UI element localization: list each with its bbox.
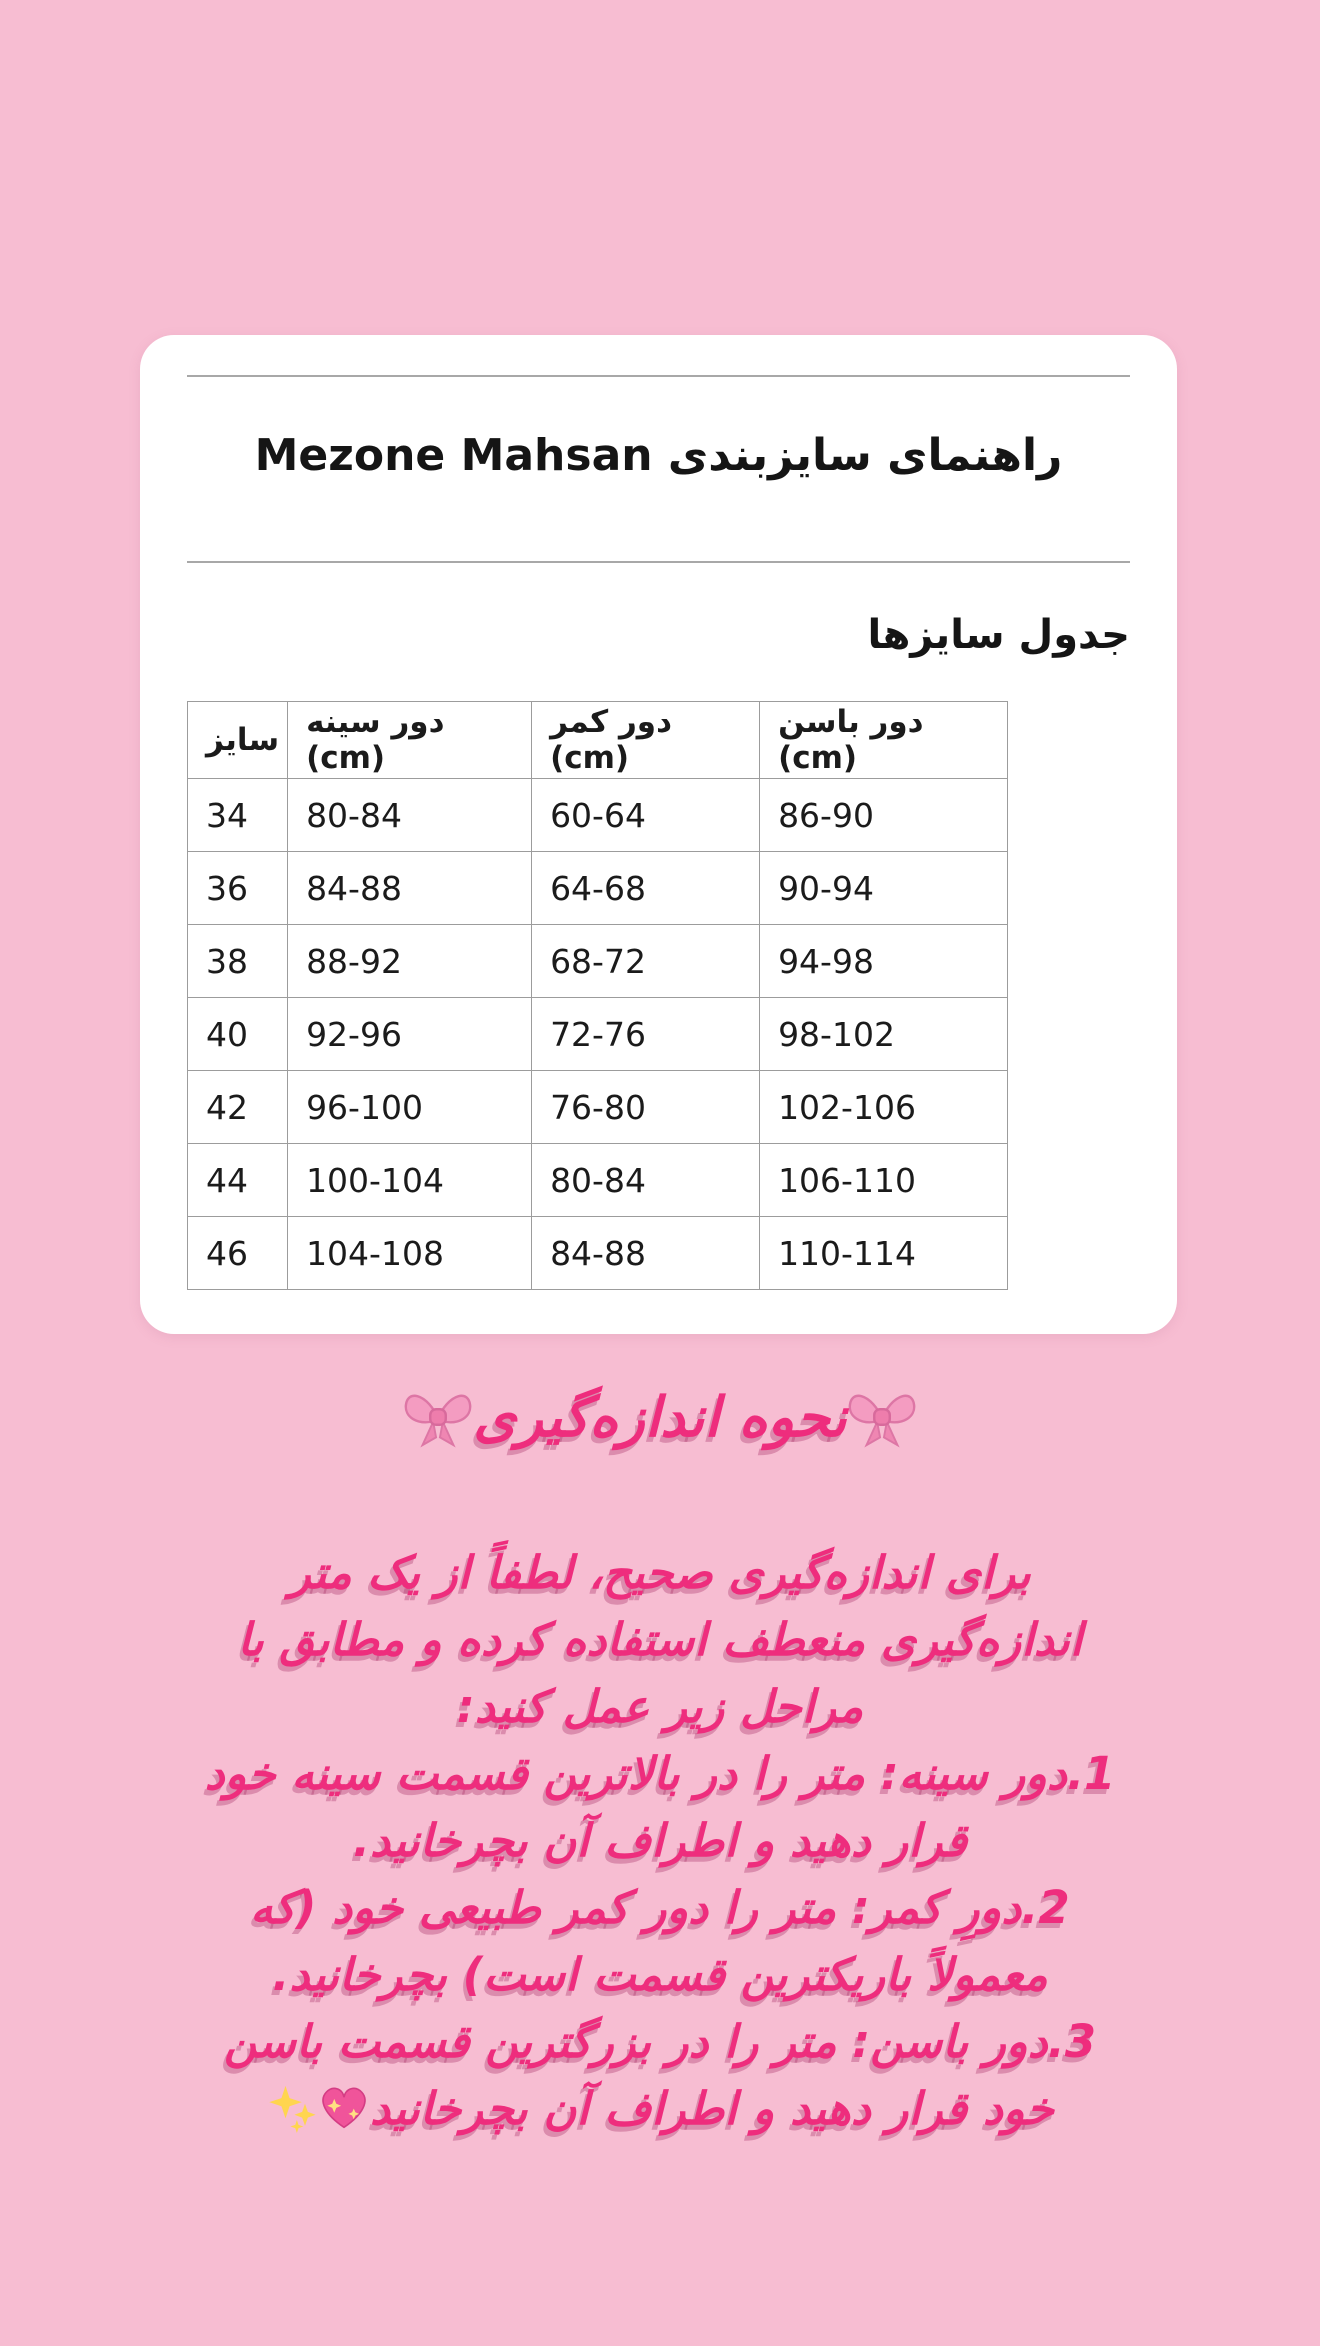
sparkling-heart-icon — [318, 2075, 370, 2142]
table-cell: 40 — [188, 998, 288, 1071]
instruction-text: 3.دور باسن: متر را در بزرگترین قسمت باسن — [223, 2015, 1097, 2068]
table-cell: 98-102 — [760, 998, 1008, 1071]
sparkles-icon — [266, 2075, 318, 2142]
instruction-line-8 — [60, 2008, 1260, 2075]
table-cell: 92-96 — [288, 998, 532, 1071]
instruction-text: اندازه‌گیری منعطف استفاده کرده و مطابق با — [237, 1613, 1083, 1666]
table-cell: 38 — [188, 925, 288, 998]
table-cell: 76-80 — [532, 1071, 760, 1144]
table-row — [188, 779, 1008, 852]
table-cell: 80-84 — [288, 779, 532, 852]
table-cell: 42 — [188, 1071, 288, 1144]
table-cell: 110-114 — [760, 1217, 1008, 1290]
instruction-line-3 — [60, 1673, 1260, 1740]
instruction-text: برای اندازه‌گیری صحیح، لطفاً از یک متر — [289, 1546, 1031, 1599]
table-cell: 84-88 — [532, 1217, 760, 1290]
instruction-line-7 — [60, 1941, 1260, 2008]
instruction-line-6 — [60, 1874, 1260, 1941]
table-cell: 94-98 — [760, 925, 1008, 998]
table-cell: 86-90 — [760, 779, 1008, 852]
column-header-1: دور سینه (cm) — [288, 702, 532, 779]
table-cell: 36 — [188, 852, 288, 925]
table-cell: 100-104 — [288, 1144, 532, 1217]
instruction-text: معمولاً باریکترین قسمت است) بچرخانید. — [272, 1948, 1048, 2001]
ribbon-bow-icon — [403, 1385, 473, 1449]
instruction-line-4 — [60, 1740, 1260, 1807]
table-row — [188, 1144, 1008, 1217]
measurement-guide-heading — [0, 1384, 1320, 1450]
column-header-0: سایز — [188, 702, 288, 779]
table-cell: 44 — [188, 1144, 288, 1217]
card-title: راهنمای سایزبندی Mezone Mahsan — [254, 430, 1063, 481]
size-table — [187, 701, 1008, 1290]
size-table-header-row — [188, 702, 1008, 779]
table-cell: 64-68 — [532, 852, 760, 925]
instruction-text: 2.دورِ کمر: متر را دور کمر طبیعی خود (که — [250, 1881, 1070, 1934]
table-cell: 96-100 — [288, 1071, 532, 1144]
table-cell: 90-94 — [760, 852, 1008, 925]
instruction-line-5 — [60, 1807, 1260, 1874]
table-cell: 68-72 — [532, 925, 760, 998]
table-row — [188, 925, 1008, 998]
size-guide-card — [140, 335, 1177, 1334]
column-header-2: دور کمر (cm) — [532, 702, 760, 779]
table-cell: 88-92 — [288, 925, 532, 998]
guide-heading-text: نحوه اندازه‌گیری — [473, 1385, 847, 1449]
size-table-heading: جدول سایزها — [867, 612, 1130, 658]
table-row — [188, 1217, 1008, 1290]
instruction-line-9 — [60, 2075, 1260, 2142]
table-cell: 34 — [188, 779, 288, 852]
measurement-instructions — [60, 1539, 1260, 2142]
table-cell: 46 — [188, 1217, 288, 1290]
table-cell: 106-110 — [760, 1144, 1008, 1217]
table-cell: 102-106 — [760, 1071, 1008, 1144]
instruction-text: 1.دور سینه: متر را در بالاترین قسمت سینه خود — [204, 1747, 1116, 1800]
size-table-body — [188, 779, 1008, 1290]
table-cell: 60-64 — [532, 779, 760, 852]
instruction-text: مراحل زیر عمل کنید: — [456, 1680, 864, 1733]
ribbon-bow-icon — [847, 1385, 917, 1449]
instruction-text: قرار دهید و اطراف آن بچرخانید. — [352, 1814, 968, 1867]
instruction-line-1 — [60, 1539, 1260, 1606]
table-row — [188, 1071, 1008, 1144]
table-row — [188, 852, 1008, 925]
instruction-line-2 — [60, 1606, 1260, 1673]
table-cell: 84-88 — [288, 852, 532, 925]
table-cell: 72-76 — [532, 998, 760, 1071]
table-cell: 104-108 — [288, 1217, 532, 1290]
divider-bottom — [187, 561, 1130, 563]
table-cell: 80-84 — [532, 1144, 760, 1217]
column-header-3: دور باسن (cm) — [760, 702, 1008, 779]
table-row — [188, 998, 1008, 1071]
trailing-emoji-icons — [266, 2082, 370, 2135]
instruction-text: خود قرار دهید و اطراف آن بچرخانید — [370, 2082, 1054, 2135]
